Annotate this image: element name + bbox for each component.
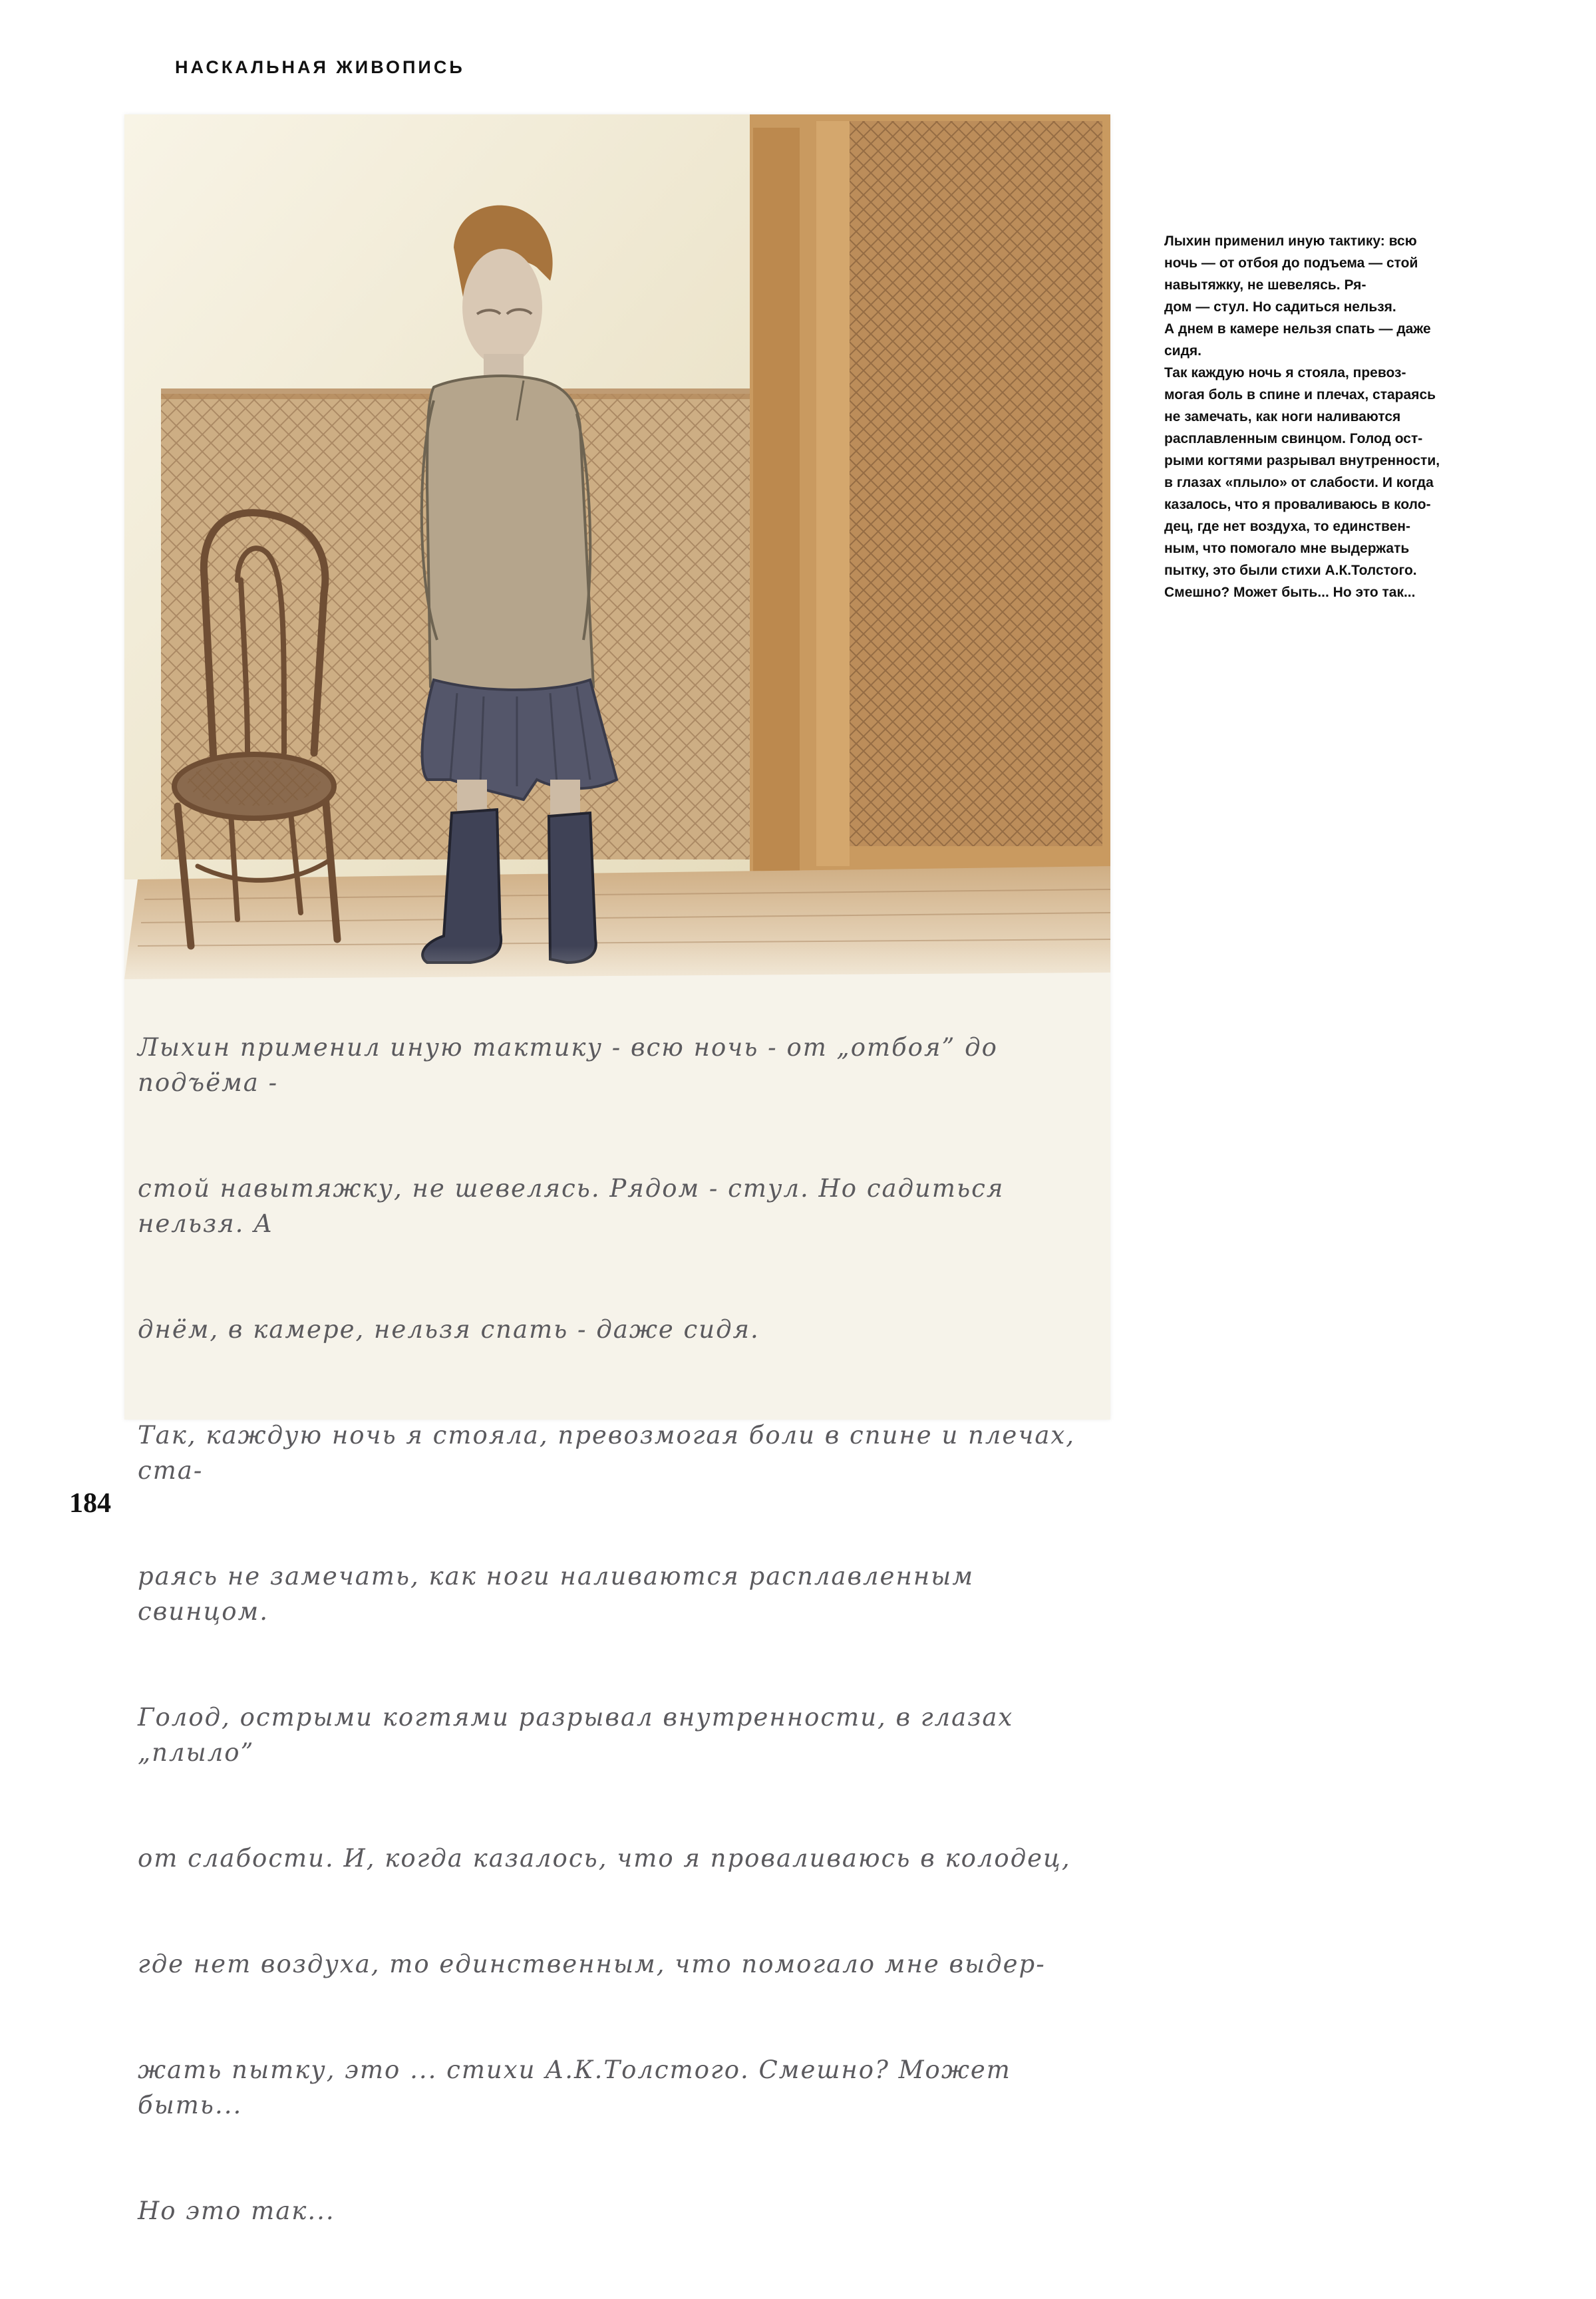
caption-line: ночь — от отбоя до подъема — стой: [1164, 255, 1418, 271]
hw-line: Так, каждую ночь я стояла, превозмогая боли в спине и плечах, ста-: [138, 1421, 1084, 1485]
hw-line: днём, в камере, нельзя спать - даже сидя.: [138, 1315, 760, 1344]
hw-line: Но это так...: [138, 2197, 335, 2225]
caption-line: навытяжку, не шевелясь. Ря-: [1164, 277, 1366, 293]
caption-line: рыми когтями разрывал внутренности,: [1164, 453, 1440, 468]
hw-line: стой навытяжку, не шевелясь. Рядом - стул. Но садиться нельзя. А: [138, 1174, 1014, 1238]
caption-line: Так каждую ночь я стояла, превоз-: [1164, 365, 1406, 381]
caption-line: не замечать, как ноги наливаются: [1164, 409, 1401, 424]
caption-line: могая боль в спине и плечах, стараясь: [1164, 387, 1436, 402]
caption-line: в глазах «плыло» от слабости. И когда: [1164, 475, 1434, 490]
hw-line: жать пытку, это ... стихи А.К.Толстого. Смешно? Может быть...: [138, 2056, 1021, 2119]
door-leaf-edge: [816, 121, 850, 866]
hw-line: Лыхин применил иную тактику - всю ночь - от „отбоя” до подъёма -: [138, 1033, 1007, 1097]
handwritten-text: [138, 959, 1096, 2299]
right-boot: [549, 813, 596, 963]
hw-line: раясь не замечать, как ноги наливаются расплавленным свинцом.: [138, 1562, 983, 1626]
caption-line: пытку, это были стихи А.К.Толстого.: [1164, 563, 1417, 578]
caption-line: сидя.: [1164, 343, 1202, 359]
caption-line: расплавленным свинцом. Голод ост-: [1164, 431, 1423, 446]
caption-line: дец, где нет воздуха, то единствен-: [1164, 519, 1410, 534]
page-number: 184: [69, 1488, 111, 1519]
door-post: [753, 128, 800, 879]
caption-line: А днем в камере нельзя спать — даже: [1164, 321, 1431, 337]
face: [462, 249, 542, 366]
running-head: НАСКАЛЬНАЯ ЖИВОПИСЬ: [175, 57, 465, 77]
hw-line: Голод, острыми когтями разрывал внутренности, в глазах „плыло”: [138, 1703, 1023, 1767]
illustration-plate: [124, 114, 1110, 2225]
caption-line: дом — стул. Но садиться нельзя.: [1164, 299, 1396, 315]
caption-line: Лыхин применил иную тактику: всю: [1164, 233, 1417, 249]
caption-line: ным, что помогало мне выдержать: [1164, 541, 1410, 556]
caption-line: казалось, что я проваливаюсь в коло-: [1164, 497, 1431, 512]
caption-line: Смешно? Может быть... Но это так...: [1164, 585, 1416, 600]
door-leaf-lattice: [850, 121, 1102, 846]
hw-line: от слабости. И, когда казалось, что я проваливаюсь в колодец,: [138, 1844, 1071, 1873]
hw-line: где нет воздуха, то единственным, что помогало мне выдер-: [138, 1950, 1046, 1978]
caption-text: [1164, 230, 1510, 603]
shirt: [427, 376, 593, 696]
